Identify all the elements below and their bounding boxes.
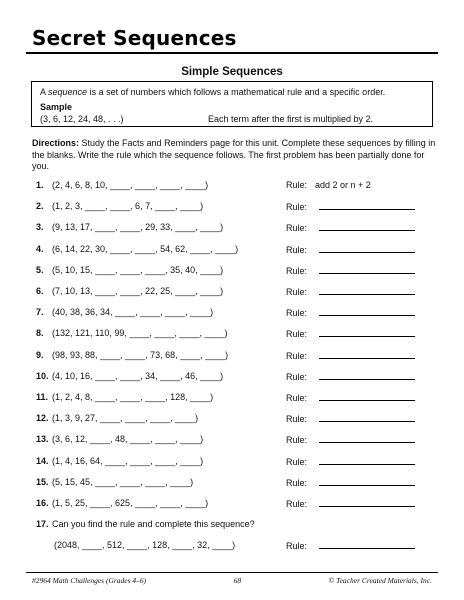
problem-number: 8. xyxy=(36,328,44,339)
rule-field xyxy=(286,455,415,468)
definition-post: is a set of numbers which follows a mathematical rule and a specific order. xyxy=(87,87,386,97)
rule-answer-blank[interactable] xyxy=(319,497,415,507)
rule-label: Rule: xyxy=(286,265,308,276)
rule-field xyxy=(286,327,415,340)
rule-label: Rule: xyxy=(286,287,308,297)
problem-17-row xyxy=(36,539,436,551)
problem-sequence[interactable] xyxy=(36,391,213,403)
rule-label: Rule: xyxy=(286,456,308,467)
rule-answer-blank[interactable] xyxy=(319,476,415,486)
sample-label: Sample xyxy=(40,102,73,112)
problem-number: 12. xyxy=(36,413,49,424)
problem-number: 4. xyxy=(36,243,44,254)
problem-17-sequence[interactable]: (2048, ____, 512, ____, 128, ____, 32, ____) xyxy=(54,540,236,550)
problem-sequence[interactable] xyxy=(36,433,203,445)
problem-sequence[interactable] xyxy=(36,455,203,467)
directions-text: Study the Facts and Reminders page for this unit. Complete these sequences by filling in the blanks. Write the rule which the sequence follows. The first problem has been partially done for you. xyxy=(32,138,436,171)
rule-answer-blank[interactable] xyxy=(319,243,415,253)
rule-answer-blank[interactable] xyxy=(319,264,415,274)
rule-label: Rule: xyxy=(286,223,308,234)
rule-field xyxy=(286,200,415,213)
problem-sequence[interactable] xyxy=(36,370,223,382)
problem-number: 2. xyxy=(36,201,44,212)
rule-label: Rule: xyxy=(286,244,308,255)
problem-number: 3. xyxy=(36,222,44,233)
problem-row xyxy=(36,476,436,488)
rule-answer-blank[interactable] xyxy=(319,433,415,443)
rule-answer-blank[interactable] xyxy=(319,349,415,359)
rule-field xyxy=(286,221,415,234)
problem-row xyxy=(36,370,436,382)
directions-label: Directions: xyxy=(32,138,80,148)
problem-sequence[interactable] xyxy=(36,221,223,233)
sequence-text: (98, 93, 88, ____, ____, 73, 68, ____, ____) xyxy=(52,349,229,360)
problem-row xyxy=(36,455,436,467)
rule-field xyxy=(286,370,415,383)
rule-answer-blank[interactable] xyxy=(319,391,415,401)
problem-sequence[interactable] xyxy=(36,306,213,318)
problem-number: 16. xyxy=(36,498,49,508)
rule-field xyxy=(286,476,415,489)
rule-field xyxy=(286,264,415,277)
sequence-text: (1, 4, 16, 64, ____, ____, ____, ____) xyxy=(52,455,204,466)
problem-sequence[interactable] xyxy=(36,476,193,488)
problem-sequence[interactable] xyxy=(36,412,198,424)
sequence-text: (5, 15, 45, ____, ____, ____, ____) xyxy=(52,476,194,487)
sequence-text: (1, 2, 4, 8, ____, ____, ____, 128, ____) xyxy=(52,392,214,402)
directions xyxy=(32,138,436,173)
problem-sequence[interactable] xyxy=(36,200,203,212)
rule-label: Rule: xyxy=(286,393,308,403)
rule-field xyxy=(286,306,415,319)
problem-row xyxy=(36,497,436,509)
problem-sequence[interactable] xyxy=(36,179,208,191)
rule-answer-blank[interactable] xyxy=(319,539,415,549)
problem-sequence[interactable] xyxy=(36,349,228,361)
sequence-text: (9, 13, 17, ____, ____, 29, 33, ____, ____) xyxy=(52,222,224,233)
footer-page-number: 68 xyxy=(233,576,242,585)
problem-row xyxy=(36,433,436,445)
definition-term: sequence xyxy=(48,87,88,97)
sample-sequence: (3, 6, 12, 24, 48, . . .) xyxy=(40,114,124,124)
rule-answer-blank[interactable] xyxy=(319,327,415,337)
rule-field xyxy=(286,349,415,362)
rule-answer-blank[interactable] xyxy=(319,412,415,422)
sequence-text: (1, 3, 9, 27, ____, ____, ____, ____) xyxy=(52,413,199,424)
problem-row xyxy=(36,264,436,276)
sample-row xyxy=(40,113,424,125)
definition-pre: A xyxy=(40,87,49,97)
problem-number: 10. xyxy=(36,370,49,381)
rule-label: Rule: xyxy=(286,499,308,509)
problem-number: 9. xyxy=(36,349,44,360)
rule-field xyxy=(286,179,371,191)
rule-field xyxy=(286,243,415,256)
problem-number: 1. xyxy=(36,180,44,190)
rule-label: Rule: xyxy=(286,435,308,446)
sequence-text: (1, 5, 25, ____, 625, ____, ____, ____) xyxy=(52,498,209,508)
rule-label: Rule: xyxy=(286,308,308,319)
problem-number: 17. xyxy=(36,519,49,529)
rule-label: Rule: xyxy=(286,202,308,213)
rule-field xyxy=(286,433,415,446)
rule-label: Rule: xyxy=(286,477,308,488)
footer-right: © Teacher Created Materials, Inc. xyxy=(328,576,432,585)
rule-label: Rule: xyxy=(286,541,308,551)
title-divider xyxy=(26,52,438,54)
sequence-text: (7, 10, 13, ____, ____, 22, 25, ____, ____) xyxy=(52,286,224,296)
problem-number: 11. xyxy=(36,392,49,402)
problem-17-question: Can you find the rule and complete this sequence? xyxy=(52,519,255,529)
problem-row xyxy=(36,179,436,191)
problem-sequence[interactable] xyxy=(36,264,223,276)
sequence-text: (2, 4, 6, 8, 10, ____, ____, ____, ____) xyxy=(52,180,209,190)
sequence-text: (4, 10, 16, ____, ____, 34, ____, 46, ____) xyxy=(52,370,224,381)
problem-17 xyxy=(36,518,255,530)
rule-label: Rule: xyxy=(286,350,308,361)
problem-row xyxy=(36,221,436,233)
rule-field xyxy=(286,412,415,425)
rule-answer[interactable]: add 2 or n + 2 xyxy=(315,180,371,190)
rule-answer-blank[interactable] xyxy=(319,221,415,231)
problem-sequence[interactable] xyxy=(36,243,238,255)
rule-field xyxy=(286,539,415,552)
problem-row xyxy=(36,306,436,318)
problem-number: 13. xyxy=(36,434,49,445)
problem-number: 15. xyxy=(36,476,49,487)
footer-left: #2964 Math Challenges (Grades 4–6) xyxy=(32,576,147,585)
problem-row xyxy=(36,349,436,361)
sequence-text: (3, 6, 12, ____, 48, ____, ____, ____) xyxy=(52,434,204,445)
rule-label: Rule: xyxy=(286,180,308,190)
rule-label: Rule: xyxy=(286,371,308,382)
problem-sequence[interactable] xyxy=(36,497,208,509)
sample-explanation: Each term after the first is multiplied by 2. xyxy=(208,114,374,124)
rule-field xyxy=(286,497,415,510)
sequence-text: (6, 14, 22, 30, ____, ____, 54, 62, ____, ____) xyxy=(52,243,239,254)
problem-row xyxy=(36,391,436,403)
rule-answer-blank[interactable] xyxy=(319,370,415,380)
rule-answer-blank[interactable] xyxy=(319,200,415,210)
problem-row xyxy=(36,327,436,339)
problem-row xyxy=(36,243,436,255)
problem-row xyxy=(36,200,436,212)
rule-field xyxy=(286,391,415,404)
problem-row xyxy=(36,412,436,424)
sequence-text: (1, 2, 3, ____, ____, 6, 7, ____, ____) xyxy=(52,201,204,212)
section-subtitle: Simple Sequences xyxy=(181,66,283,78)
rule-answer-blank[interactable] xyxy=(319,455,415,465)
rule-field xyxy=(286,285,415,298)
problem-number: 6. xyxy=(36,286,44,296)
problem-row xyxy=(36,285,436,297)
rule-label: Rule: xyxy=(286,329,308,340)
footer xyxy=(32,576,432,585)
problem-number: 5. xyxy=(36,264,44,275)
page-title: Secret Sequences xyxy=(32,26,237,50)
definition-text xyxy=(40,86,424,98)
sequence-text: (5, 10, 15, ____, ____, ____, 35, 40, ____) xyxy=(52,264,224,275)
rule-label: Rule: xyxy=(286,414,308,425)
rule-answer-blank[interactable] xyxy=(319,306,415,316)
problem-sequence[interactable] xyxy=(36,285,223,297)
rule-answer-blank[interactable] xyxy=(319,285,415,295)
problem-sequence[interactable] xyxy=(36,327,227,339)
sequence-text: (40, 38, 36, 34, ____, ____, ____, ____) xyxy=(52,307,214,318)
footer-divider xyxy=(26,572,438,573)
problem-number: 14. xyxy=(36,455,49,466)
sequence-text: (132, 121, 110, 99, ____, ____, ____, ____) xyxy=(52,328,228,339)
definition-box xyxy=(31,81,433,127)
problem-number: 7. xyxy=(36,307,44,318)
